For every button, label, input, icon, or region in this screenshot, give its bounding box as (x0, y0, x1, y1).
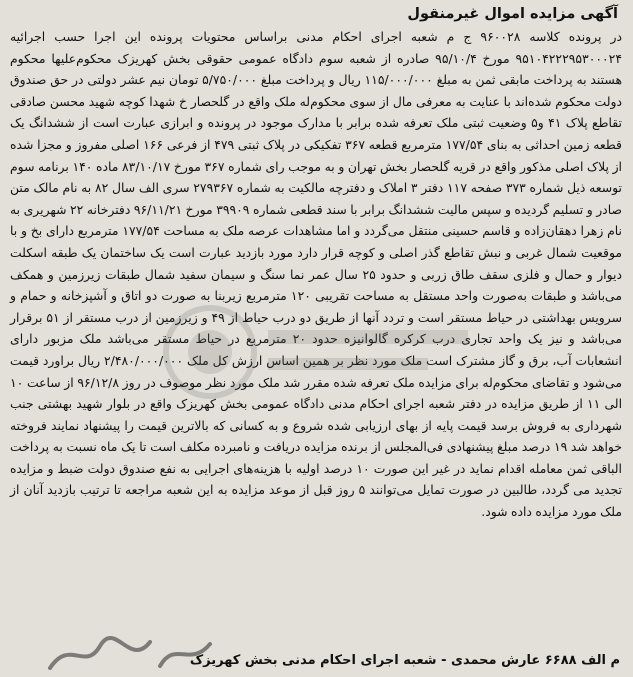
notice-body: در پرونده کلاسه ۹۶۰۰۲۸ ج م شعبه اجرای احکام مدنی براساس محتویات پرونده این اجرا حسب اجرائیه ۹۵۱۰۴۲۲۲۹۵۳۰۰۰۲۴ مورخ ۹۵/۱۰/۴ صادره از شعبه سوم دادگاه عمومی حقوقی بخش کهریزک محکوم‌علیها محکوم هستند به پرداخت مابقی ثمن به مبلغ ۱۱۵/۰۰۰/۰۰۰ ریال و پرداخت مبلغ ۵/۷۵۰/۰۰۰ تومان نیم عشر دولتی در حق صندوق دولت محکوم شده‌اند با عنایت به معرفی مال از سوی محکوم‌له ملک واقع در گلحصار خ شهدا کوچه شهید محسن صادقی تقاطع پلاک ۴۱ و۵ وضعیت ثبتی ملک تعرفه شده برابر با مدارک موجود در پرونده و ابرازی عبارت است از ششدانگ یک قطعه زمین احداثی به بنای ۱۷۷/۵۴ مترمربع قطعه ۳۶۷ تفکیکی در پلاک ثبتی ۴۷۹ از فرعی ۱۶۶ اصلی مفروز و مجزا شده از پلاک اصلی مذکور واقع در قریه گلحصار بخش تهران و به موجب رای شماره ۳۶۷ مورخ ۸۳/۱۰/۱۷ ماده ۱۴۰ برنامه سوم توسعه ذیل شماره ۳۷۳ صفحه ۱۱۷ دفتر ۳ املاک و دفترچه مالکیت به شماره ۲۷۹۳۶۷ سری الف سال ۸۲ به نام مالک متن صادر و تسلیم گردیده و سپس مالیت ششدانگ برابر با سند قطعی شماره ۳۹۹۰۹ مورخ ۹۶/۱۱/۲۱ دفترخانه ۲۲ شهریری به نام زهرا دهقان‌زاده و قاسم حسینی منتقل می‌گردد و اما مشاهدات عرصه ملک به مساحت ۱۷۷/۵۴ مترمربع دارای بخ و با موقعیت شمال غربی و نبش تقاطع گذر اصلی و کوچه قرار دارد مورد بازدید عبارت است یک ساختمان یک طبقه اسکلت دیوار و حمال و فلزی سقف طاق زربی و حدود ۲۵ سال عمر نما سنگ و سیمان سفید شمال طبقات زیرزمین و همکف می‌باشد و طبقات به‌صورت واحد مستقل به مساحت تقریبی ۱۲۰ مترمربع زیربنا به صورت دو اتاق و آشپزخانه و حمام و سرویس بهداشتی در حیاط مستقر است و تردد آنها از طریق دو درب حیاط از ۴۹ و زیرزمین از درب مستقر از ۵۱ برقرار می‌باشد و نیز یک واحد تجاری درب کرکره گالوانیزه حدود ۲۰ مترمربع در حیاط مستقر می‌باشد ملک مزبور دارای انشعابات آب، برق و گاز مشترک است ملک مورد نظر بر همین اساس ارزش کل ملک ۲/۴۸۰/۰۰۰/۰۰۰ ریال براورد قیمت می‌شود و تقاضای محکوم‌له برای مزایده ملک تعرفه شده مقرر شد ملک مورد نظر موصوف در روز ۹۶/۱۲/۸ از ساعت ۱۰ الی ۱۱ از طریق مزایده در دفتر شعبه اجرای احکام مدنی دادگاه عمومی بخش کهریزک واقع در بلوار شهید بهشتی جنب شهرداری به فروش برسد قیمت پایه از بهای ارزیابی شده شروع و به کسانی که بالاترین قیمت را پیشنهاد نمایند فروخته خواهد شد ۱۹ درصد مبلغ پیشنهادی فی‌المجلس از برنده مزایده دریافت و نامبرده مکلف است تا یک ماه نسبت به پرداخت الباقی ثمن معامله اقدام نماید در غیر این صورت ۱۰ درصد اولیه با هزینه‌های اجرایی به نفع صندوق دولت ضبط و مزایده تجدید می گردد، طالبین در صورت تمایل می‌توانند ۵ روز قبل از موعد مزایده به این شعبه مراجعه تا ترتیب بازدید آنان از ملک مورد مزایده داده شود. (10, 29, 623, 520)
notice-footer: م الف ۶۶۸۸ عارش محمدی - شعبه اجرای احکام مدنی بخش کهریزک (189, 653, 620, 668)
notice-title: آگهی مزایده اموال غیرمنقول (407, 6, 618, 22)
auction-notice (6, 4, 626, 672)
